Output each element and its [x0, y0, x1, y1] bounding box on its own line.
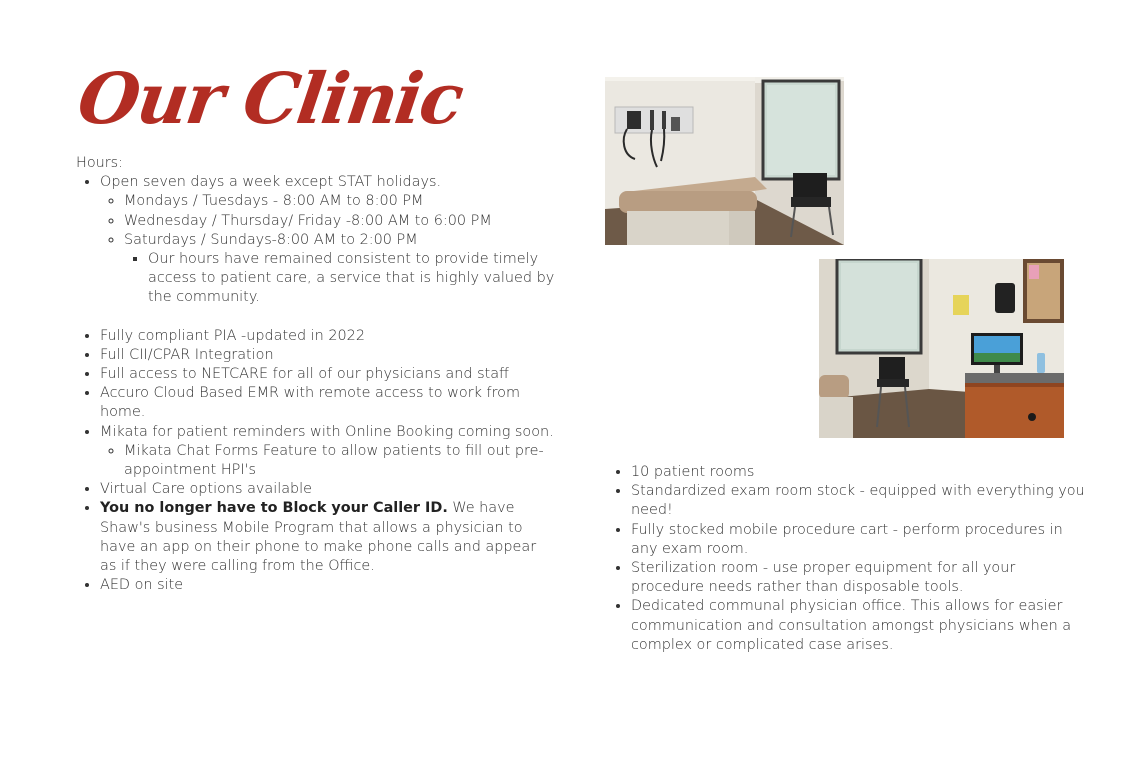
hours-and-features — [76, 154, 556, 595]
rooms-section — [607, 463, 1087, 655]
hours-note: ▪ Our hours have remained consistent to provide timely access to patient care, a service that is highly valued by the community. — [148, 250, 556, 308]
list-item: • Full access to NETCARE for all of our physicians and staff — [100, 365, 556, 384]
schedule-list — [100, 192, 556, 307]
list-item: • AED on site — [100, 576, 556, 595]
caller-id-bold: You no longer have to Block your Caller ID. — [100, 500, 448, 517]
list-item: ◦ Mikata Chat Forms Feature to allow patients to fill out pre-appointment HPI's — [124, 442, 556, 480]
list-item: • Open seven days a week except STAT holidays. ◦ Mondays / Tuesdays - 8:00 AM to 8:00 PM ◦ Wednesday / Thursday/ Friday -8:00 AM to 6:00 PM ◦ Saturdays / Sundays-8:00 AM to 2:00 PM ▪ Our hours have remained consistent to provide timely access to patient care, a service that is highly valued by the community. — [100, 173, 556, 307]
list-item: • Sterilization room - use proper equipment for all your procedure needs rather than disposable tools. — [631, 559, 1087, 597]
list-item: • Accuro Cloud Based EMR with remote access to work from home. — [100, 384, 556, 422]
list-item: • Fully stocked mobile procedure cart - perform procedures in any exam room. — [631, 521, 1087, 559]
list-item: • You no longer have to Block your Caller ID. We have Shaw's business Mobile Program that allows a physician to have an app on their phone to make phone calls and appear as if they were calling from the Office. — [100, 499, 556, 576]
list-item: • Dedicated communal physician office. This allows for easier communication and consultation amongst physicians when a complex or complicated case arises. — [631, 597, 1087, 655]
rooms-list — [607, 463, 1087, 655]
list-item: • Standardized exam room stock - equipped with everything you need! — [631, 482, 1087, 520]
list-item: • 10 patient rooms — [631, 463, 1087, 482]
list-item: • Fully compliant PIA -updated in 2022 — [100, 327, 556, 346]
exam-room-desk-photo — [819, 259, 1064, 438]
mikata-sublist — [100, 442, 556, 480]
list-item: • Full CII/CPAR Integration — [100, 346, 556, 365]
hours-note-list — [124, 250, 556, 308]
schedule-item: ◦ Wednesday / Thursday/ Friday -8:00 AM to 6:00 PM — [124, 212, 556, 231]
page-title: Our Clinic — [73, 57, 467, 140]
features-list — [76, 327, 556, 596]
exam-room-photo — [605, 77, 844, 245]
list-item: • Mikata for patient reminders with Online Booking coming soon. ◦ Mikata Chat Forms Feature to allow patients to fill out pre-appointment HPI's — [100, 423, 556, 481]
schedule-item: ◦ Mondays / Tuesdays - 8:00 AM to 8:00 PM — [124, 192, 556, 211]
hours-label: Hours: — [76, 155, 124, 171]
list-item: • Virtual Care options available — [100, 480, 556, 499]
schedule-item: ◦ Saturdays / Sundays-8:00 AM to 2:00 PM ▪ Our hours have remained consistent to provide timely access to patient care, a service that is highly valued by the community. — [124, 231, 556, 308]
hours-list — [76, 173, 556, 307]
